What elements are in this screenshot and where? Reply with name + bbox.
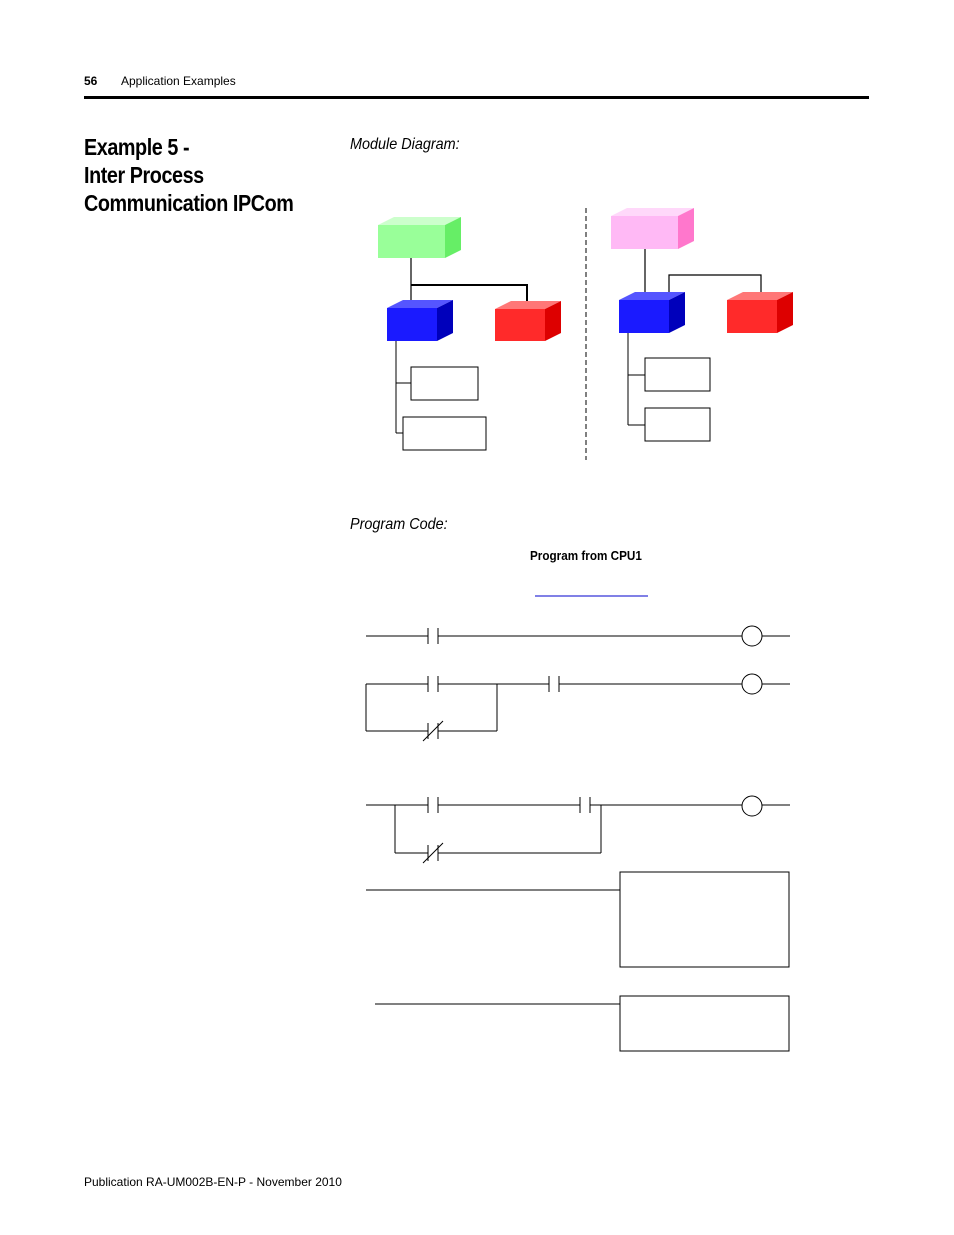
rung-3 <box>366 796 790 863</box>
rung-2 <box>366 674 790 741</box>
left-red-module <box>495 301 561 341</box>
rung-4 <box>366 872 789 967</box>
green-module <box>378 217 461 258</box>
rung-1 <box>366 626 790 646</box>
instruction-box-1 <box>620 872 789 967</box>
title-line-2: Inter Process <box>84 162 204 188</box>
page-number: 56 <box>84 74 98 88</box>
right-tree-lines <box>645 249 761 293</box>
right-blue-module <box>619 292 685 333</box>
left-tree-lines <box>411 258 527 301</box>
title-line-1: Example 5 - <box>84 134 190 160</box>
section-title: Application Examples <box>121 74 236 88</box>
coil-1 <box>742 626 762 646</box>
publication-footer: Publication RA-UM002B-EN-P - November 2010 <box>84 1175 342 1189</box>
left-sub-boxes <box>396 341 486 450</box>
instruction-box-2 <box>620 996 789 1051</box>
module-diagram-caption: Module Diagram: <box>350 136 460 153</box>
left-blue-module <box>387 300 453 341</box>
coil-2 <box>742 674 762 694</box>
title-line-3: Communication IPCom <box>84 190 294 216</box>
coil-3 <box>742 796 762 816</box>
program-title: Program from CPU1 <box>530 548 642 563</box>
right-sub-boxes <box>628 333 710 441</box>
pink-module <box>611 208 694 249</box>
program-code-caption: Program Code: <box>350 516 448 533</box>
rung-5 <box>375 996 789 1051</box>
ladder-diagram <box>366 626 790 1051</box>
right-red-module <box>727 292 793 333</box>
